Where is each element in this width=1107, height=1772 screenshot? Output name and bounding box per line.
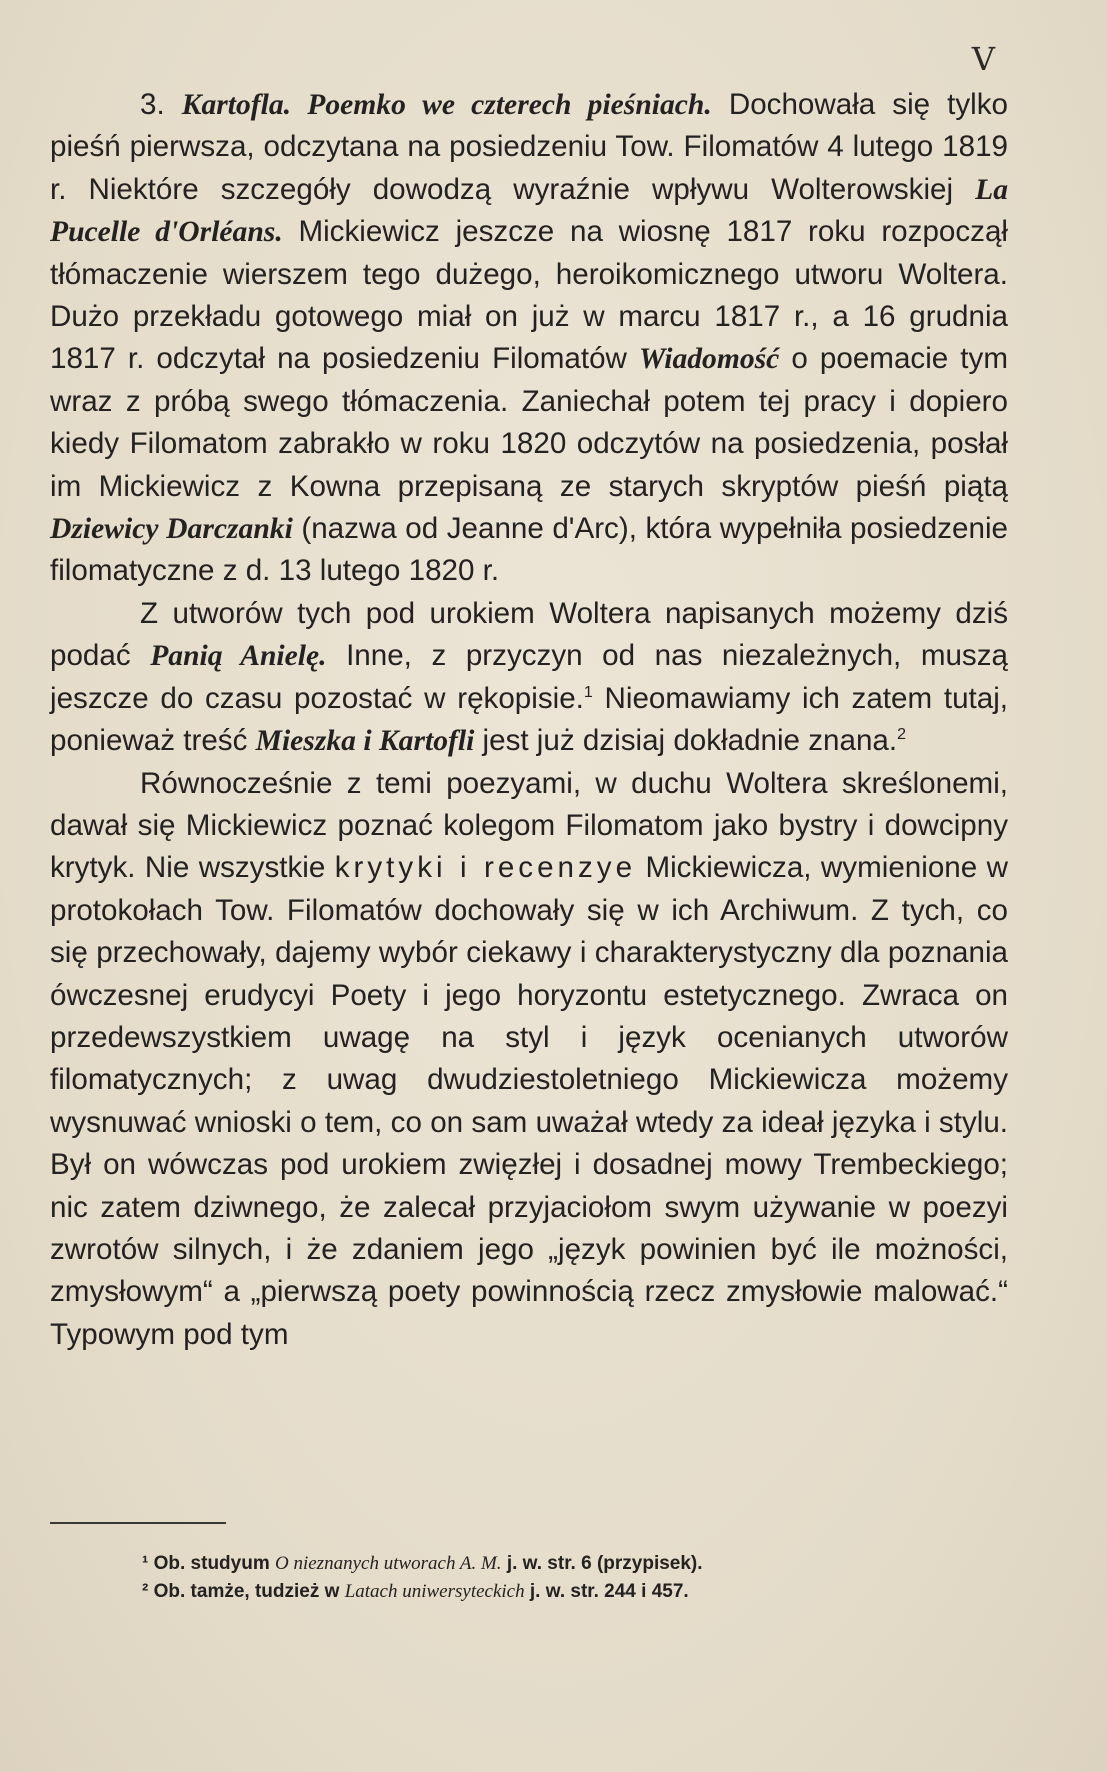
italic-title: Dziewicy Darczanki: [50, 513, 293, 546]
italic-title: Latach uniwersyteckich: [344, 1581, 525, 1602]
text-run: ¹ Ob. studyum: [142, 1553, 275, 1574]
italic-title: Kartofla. Poemko we czterech pieśniach.: [181, 89, 712, 121]
paragraph-krytyki: [50, 763, 1008, 1357]
paragraph-utwory: [50, 593, 1008, 763]
body-text: [50, 84, 1008, 1356]
text-run: Mickiewicz jeszcze na wiosnę 1817 roku rozpoczął tłómaczenie wierszem tego dużego, heroikomicznego utworu Woltera. Dużo przekładu gotowego miał on już w marcu 1817 r., a 16 grudnia 1817 r. odczytał na posiedzeniu Filomatów: [50, 215, 1008, 376]
footnote-divider: [50, 1522, 226, 1524]
text-run: j. w. str. 6 (przypisek).: [501, 1553, 703, 1574]
footnote-2: [142, 1578, 1012, 1606]
italic-title: La Pucelle d'Orléans.: [50, 173, 1008, 249]
text-run: Dochowała się tylko pieśń pierwsza, odczytana na posiedzeniu Tow. Filomatów 4 lutego 1819 r. Niektóre szczegóły dowodzą wyraźnie wpływu Wolterowskiej: [50, 88, 1008, 206]
text-run: Mickiewicza, wymienione w protokołach Tow. Filomatów dochowały się w ich Archiwum. Z tych, co się przechowały, dajemy wybór ciekawy i charakterystyczny dla poznania ówczesnej erudycyi Poety i jego horyzontu estetycznego. Zwraca on przedewszystkiem uwagę na styl i język ocenianych utworów filomatycznych; z uwag dwudziestoletniego Mickiewicza możemy wysnuwać wnioski o tem, co on sam uważał wtedy za ideał języka i stylu. Był on wówczas pod urokiem zwięzłej i dosadnej mowy Trembeckiego; nic zatem dziwnego, że zalecał przyjaciołom swym używanie w poezyi zwrotów silnych, i że zdaniem jego „język powinien być ile możności, zmysłowym“ a „pierwszą poety powinnością rzecz zmysłowie malować.“ Typowym pod tym: [50, 851, 1008, 1351]
text-run: Z utworów tych pod urokiem Woltera napisanych możemy dziś podać: [50, 596, 1008, 673]
footnotes: [142, 1550, 1012, 1606]
footnote-ref: 2: [897, 726, 906, 744]
text-run: jest już dzisiaj dokładnie znana.: [474, 724, 898, 758]
text-run: o poemacie tym wraz z próbą swego tłómaczenia. Zaniechał potem tej pracy i dopiero kiedy Filomatom zabrakło w roku 1820 odczytów na posiedzenia, posłał im Mickiewicz z Kowna przepisaną ze starych skryptów pieśń piątą: [50, 342, 1008, 503]
footnote-1: [142, 1550, 1012, 1578]
text-run: (nazwa od Jeanne d'Arc), która wypełniła posiedzenie filomatyczne z d. 13 lutego 1820 r.: [50, 512, 1008, 588]
text-run: Inne, z przyczyn od nas niezależnych, muszą jeszcze do czasu pozostać w rękopisie.: [50, 639, 1008, 715]
page-number: V: [971, 40, 995, 78]
text-run: Nieomawiamy ich zatem tutaj, ponieważ treść: [50, 681, 1008, 758]
italic-title: Mieszka i Kartofli: [255, 725, 475, 758]
spaced-text: krytyki i recenzye: [334, 851, 637, 885]
text-run: Równocześnie z temi poezyami, w duchu Woltera skreślonemi, dawał się Mickiewicz poznać kolegom Filomatom jako bystry i dowcipny krytyk. Nie wszystkie: [50, 766, 1008, 885]
italic-title: Panią Anielę.: [150, 640, 327, 673]
italic-title: Wiadomość: [639, 343, 780, 376]
text-run: j. w. str. 244 i 457.: [524, 1581, 689, 1602]
text-run: 3.: [140, 88, 182, 121]
italic-title: O nieznanych utworach A. M.: [275, 1553, 502, 1574]
text-run: ² Ob. tamże, tudzież w: [142, 1581, 345, 1602]
paragraph-kartofla: [50, 84, 1008, 593]
footnote-ref: 1: [583, 683, 593, 701]
